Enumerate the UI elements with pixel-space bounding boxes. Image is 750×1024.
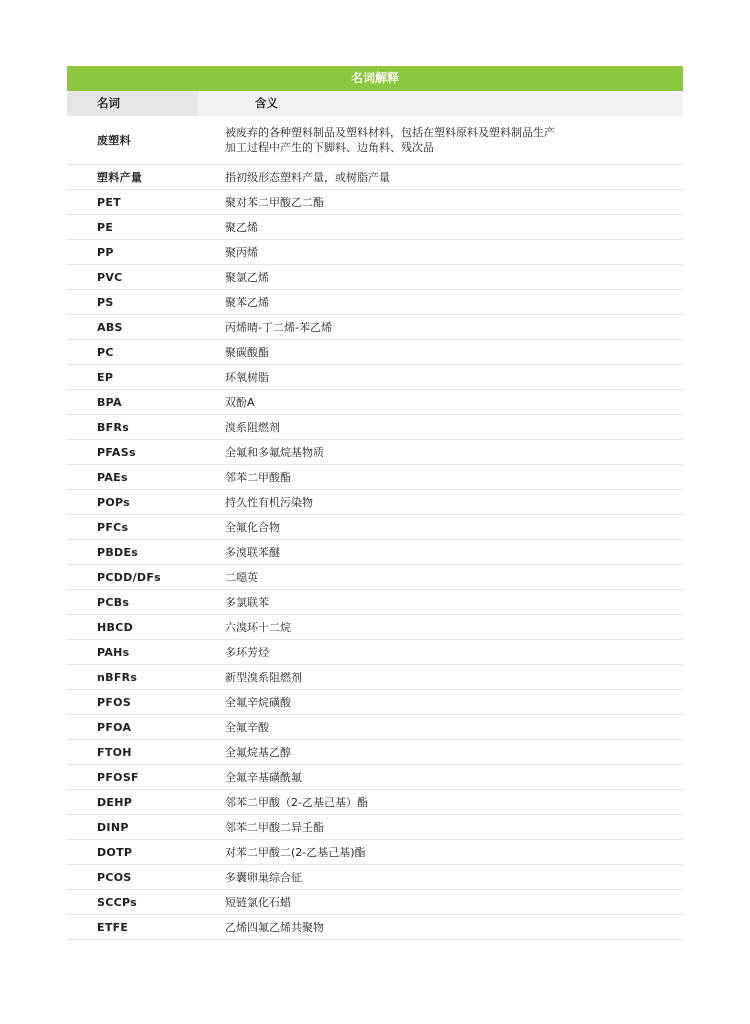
- definition-line: 全氟化合物: [225, 520, 280, 534]
- table-row: [67, 765, 683, 790]
- definition-cell: [198, 870, 302, 885]
- definition-cell: [198, 570, 258, 585]
- table-row: [67, 565, 683, 590]
- definition-cell: [198, 645, 269, 660]
- definition-line: 全氟和多氟烷基物质: [225, 445, 324, 459]
- definition-line: 聚对苯二甲酸乙二酯: [225, 195, 324, 209]
- term-cell: ETFE: [97, 920, 129, 934]
- definition-cell: [198, 445, 324, 460]
- term-cell: 废塑料: [97, 134, 131, 147]
- definition-cell: [198, 125, 555, 155]
- definition-cell: [198, 770, 302, 785]
- table-title: 名词解释: [67, 66, 683, 91]
- term-cell: EP: [97, 370, 114, 384]
- term-cell: PCBs: [97, 595, 130, 609]
- definition-cell: [198, 495, 313, 510]
- term-cell: PP: [97, 245, 114, 259]
- definition-line: 全氟辛烷磺酸: [225, 695, 291, 709]
- definition-line: 短链氯化石蜡: [225, 895, 291, 909]
- table-row: [67, 815, 683, 840]
- definition-line: 对苯二甲酸二(2-乙基己基)酯: [225, 845, 366, 859]
- definition-line: 加工过程中产生的下脚料、边角料、残次品: [225, 141, 434, 154]
- definition-line: 全氟辛基磺酰氟: [225, 770, 302, 784]
- glossary-table: [67, 66, 683, 940]
- definition-line: 聚碳酸酯: [225, 345, 269, 359]
- term-cell: nBFRs: [97, 670, 138, 684]
- definition-line: 二噁英: [225, 570, 258, 584]
- definition-cell: [198, 720, 269, 735]
- definition-line: 聚乙烯: [225, 220, 258, 234]
- term-cell: BPA: [97, 395, 122, 409]
- table-row: [67, 165, 683, 190]
- table-row: [67, 690, 683, 715]
- definition-line: 聚丙烯: [225, 245, 258, 259]
- definition-line: 聚苯乙烯: [225, 295, 269, 309]
- table-row: [67, 190, 683, 215]
- table-row: [67, 240, 683, 265]
- definition-line: 多囊卵巢综合征: [225, 870, 302, 884]
- term-cell: PET: [97, 195, 121, 209]
- definition-line: 指初级形态塑料产量，或树脂产量: [225, 170, 390, 184]
- definition-line: 聚氯乙烯: [225, 270, 269, 284]
- definition-line: 邻苯二甲酸（2-乙基己基）酯: [225, 795, 368, 809]
- term-cell: PFASs: [97, 445, 136, 459]
- definition-line: 六溴环十二烷: [225, 620, 291, 634]
- definition-line: 双酚A: [225, 395, 255, 409]
- term-cell: PAEs: [97, 470, 128, 484]
- definition-cell: [198, 895, 291, 910]
- definition-cell: [198, 470, 291, 485]
- table-row: [67, 890, 683, 915]
- table-row: [67, 440, 683, 465]
- definition-line: 被废弃的各种塑料制品及塑料材料，包括在塑料原料及塑料制品生产: [225, 126, 555, 139]
- table-row: [67, 290, 683, 315]
- definition-line: 全氟烷基乙醇: [225, 745, 291, 759]
- column-header-term: 名词: [67, 91, 198, 116]
- term-cell: POPs: [97, 495, 131, 509]
- definition-cell: [198, 545, 280, 560]
- table-row: [67, 490, 683, 515]
- table-body: [67, 116, 683, 940]
- table-row: [67, 615, 683, 640]
- term-cell: PC: [97, 345, 114, 359]
- term-cell: DOTP: [97, 845, 133, 859]
- definition-line: 新型溴系阻燃剂: [225, 670, 302, 684]
- definition-line: 多溴联苯醚: [225, 545, 280, 559]
- table-row: [67, 790, 683, 815]
- table-row: [67, 340, 683, 365]
- table-header-row: [67, 91, 683, 116]
- definition-line: 多氯联苯: [225, 595, 269, 609]
- term-cell: DEHP: [97, 795, 133, 809]
- table-row: [67, 840, 683, 865]
- table-row: [67, 365, 683, 390]
- term-cell: PVC: [97, 270, 123, 284]
- definition-line: 邻苯二甲酸酯: [225, 470, 291, 484]
- definition-line: 全氟辛酸: [225, 720, 269, 734]
- term-cell: PE: [97, 220, 114, 234]
- definition-cell: [198, 520, 280, 535]
- table-row: [67, 315, 683, 340]
- term-cell: PAHs: [97, 645, 130, 659]
- definition-line: 溴系阻燃剂: [225, 420, 280, 434]
- definition-cell: [198, 745, 291, 760]
- term-cell: PFOA: [97, 720, 132, 734]
- definition-cell: [198, 845, 366, 860]
- definition-line: 丙烯晴-丁二烯-苯乙烯: [225, 320, 332, 334]
- definition-cell: [198, 820, 324, 835]
- definition-cell: [198, 320, 332, 335]
- definition-cell: [198, 195, 324, 210]
- table-row: [67, 915, 683, 940]
- definition-cell: [198, 295, 269, 310]
- table-row: [67, 715, 683, 740]
- table-row: [67, 415, 683, 440]
- table-row: [67, 515, 683, 540]
- definition-line: 环氧树脂: [225, 370, 269, 384]
- definition-cell: [198, 245, 258, 260]
- definition-cell: [198, 270, 269, 285]
- definition-cell: [198, 345, 269, 360]
- term-cell: PFCs: [97, 520, 129, 534]
- term-cell: SCCPs: [97, 895, 137, 909]
- term-cell: ABS: [97, 320, 123, 334]
- column-header-definition: 含义: [198, 91, 683, 116]
- term-cell: PBDEs: [97, 545, 139, 559]
- table-row: [67, 116, 683, 165]
- term-cell: PFOSF: [97, 770, 139, 784]
- definition-cell: [198, 595, 269, 610]
- table-row: [67, 265, 683, 290]
- term-cell: PS: [97, 295, 114, 309]
- term-cell: PCOS: [97, 870, 132, 884]
- term-cell: DINP: [97, 820, 129, 834]
- table-row: [67, 590, 683, 615]
- definition-line: 多环芳烃: [225, 645, 269, 659]
- table-row: [67, 640, 683, 665]
- table-row: [67, 665, 683, 690]
- table-row: [67, 390, 683, 415]
- table-row: [67, 540, 683, 565]
- term-cell: 塑料产量: [97, 171, 143, 184]
- table-row: [67, 465, 683, 490]
- definition-cell: [198, 395, 255, 410]
- definition-cell: [198, 695, 291, 710]
- definition-cell: [198, 420, 280, 435]
- table-row: [67, 865, 683, 890]
- term-cell: BFRs: [97, 420, 130, 434]
- term-cell: PFOS: [97, 695, 132, 709]
- term-cell: FTOH: [97, 745, 132, 759]
- definition-cell: [198, 795, 368, 810]
- definition-cell: [198, 370, 269, 385]
- definition-cell: [198, 920, 324, 935]
- definition-line: 乙烯四氟乙烯共聚物: [225, 920, 324, 934]
- term-cell: PCDD/DFs: [97, 570, 162, 584]
- definition-line: 邻苯二甲酸二异壬酯: [225, 820, 324, 834]
- table-row: [67, 215, 683, 240]
- definition-cell: [198, 220, 258, 235]
- term-cell: HBCD: [97, 620, 133, 634]
- table-row: [67, 740, 683, 765]
- definition-cell: [198, 620, 291, 635]
- definition-line: 持久性有机污染物: [225, 495, 313, 509]
- definition-cell: [198, 670, 302, 685]
- definition-cell: [198, 170, 390, 185]
